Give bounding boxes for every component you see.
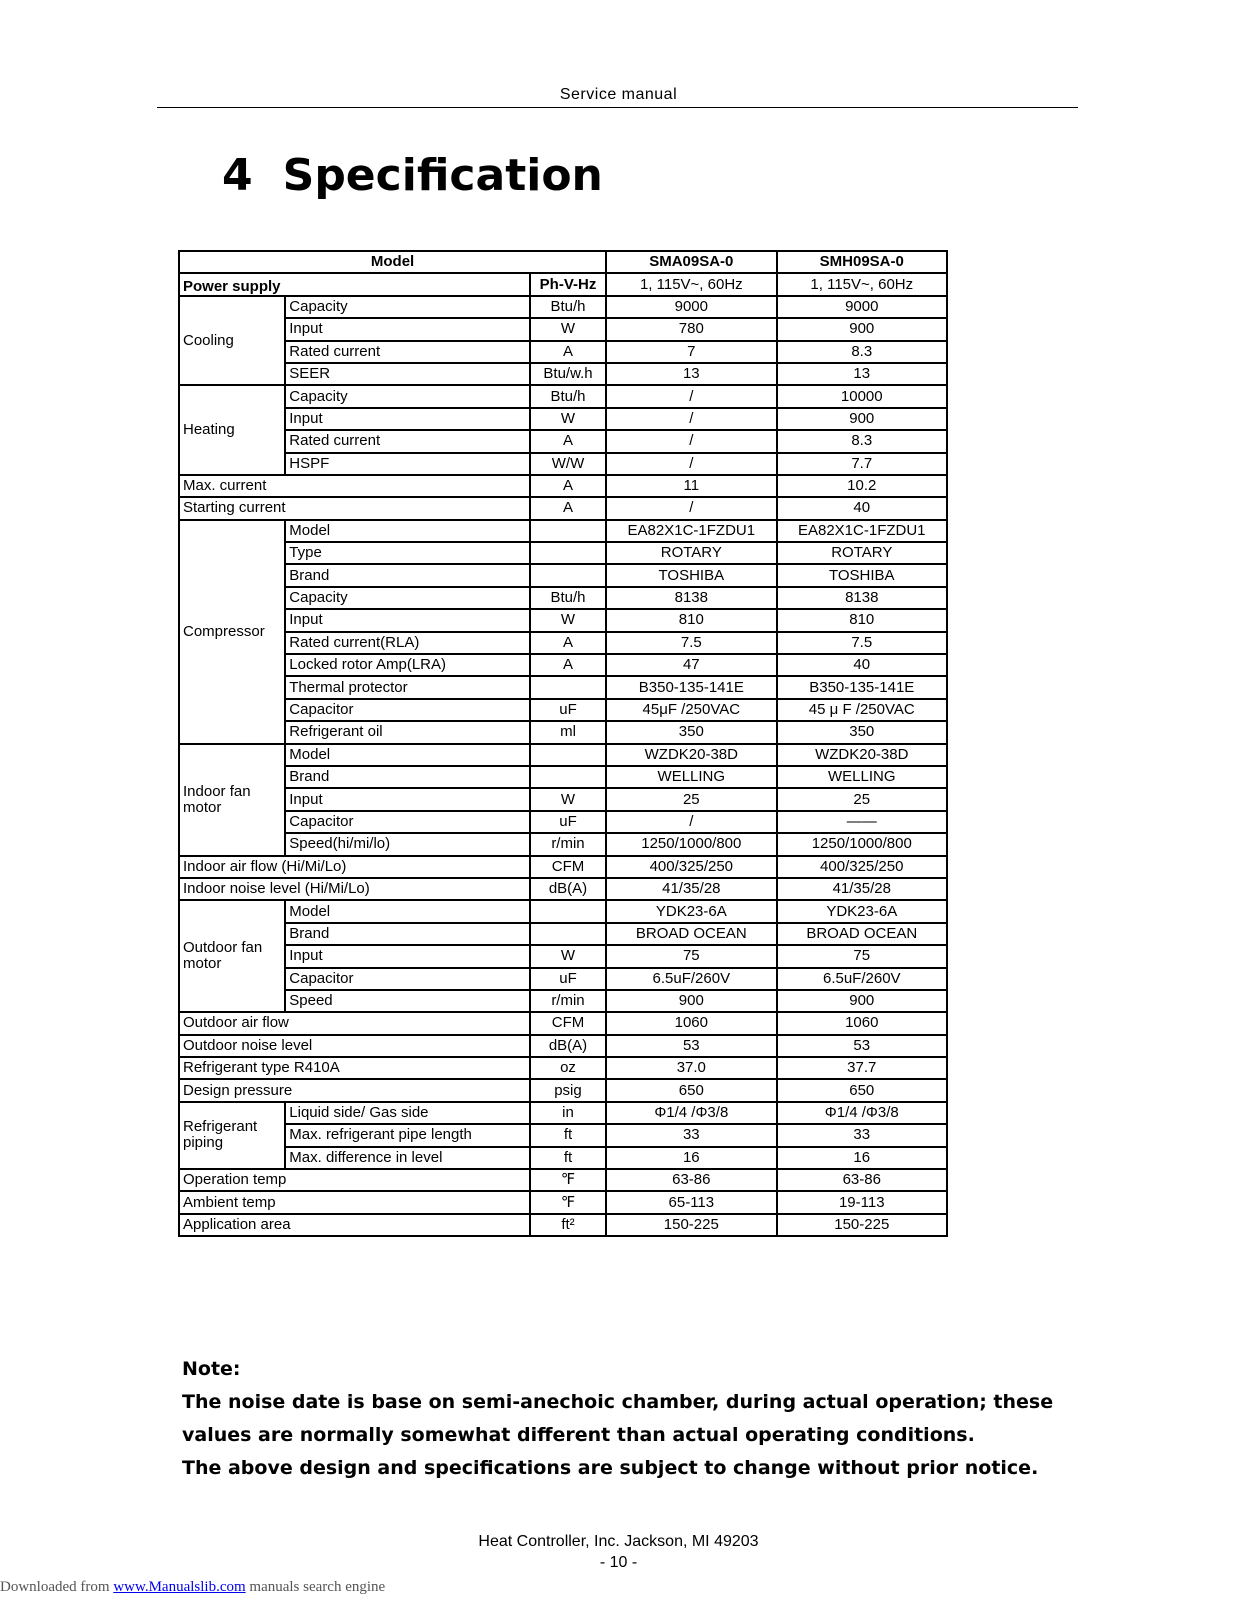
table-cell: 9000 <box>606 296 776 318</box>
table-cell: 33 <box>606 1124 776 1146</box>
table-cell: W <box>530 945 606 967</box>
table-cell: Max. difference in level <box>285 1147 530 1169</box>
table-row <box>179 1214 947 1236</box>
table-cell: YDK23-6A <box>777 900 947 922</box>
table-cell: WZDK20-38D <box>777 744 947 766</box>
table-cell: W <box>530 318 606 340</box>
table-cell: B350-135-141E <box>777 676 947 698</box>
table-cell: Compressor <box>179 520 285 744</box>
table-cell: 400/325/250 <box>606 856 776 878</box>
table-row <box>179 856 947 878</box>
table-row <box>179 587 947 609</box>
table-cell: Type <box>285 542 530 564</box>
table-row <box>179 968 947 990</box>
table-cell: Application area <box>179 1214 530 1236</box>
table-cell: 40 <box>777 497 947 519</box>
table-cell <box>530 542 606 564</box>
table-cell: Rated current <box>285 430 530 452</box>
table-row <box>179 318 947 340</box>
table-cell: A <box>530 497 606 519</box>
header-rule <box>157 107 1078 108</box>
table-row <box>179 676 947 698</box>
footer-company: Heat Controller, Inc. Jackson, MI 49203 <box>478 1533 759 1550</box>
section-title-text: Specification <box>282 150 603 201</box>
table-cell: r/min <box>530 833 606 855</box>
table-row <box>179 744 947 766</box>
table-cell: Max. current <box>179 475 530 497</box>
table-cell: Input <box>285 945 530 967</box>
table-cell: Capacitor <box>285 968 530 990</box>
table-cell: SEER <box>285 363 530 385</box>
table-row <box>179 945 947 967</box>
table-cell: 900 <box>777 408 947 430</box>
table-row <box>179 341 947 363</box>
table-cell: 650 <box>606 1079 776 1101</box>
table-cell: Liquid side/ Gas side <box>285 1102 530 1124</box>
table-row <box>179 788 947 810</box>
download-prefix: Downloaded from <box>0 1579 114 1595</box>
table-cell: Heating <box>179 385 285 475</box>
table-cell: 37.7 <box>777 1057 947 1079</box>
table-cell: 1, 115V~, 60Hz <box>777 273 947 295</box>
table-cell: 1, 115V~, 60Hz <box>606 273 776 295</box>
table-cell: 40 <box>777 654 947 676</box>
table-cell: Speed <box>285 990 530 1012</box>
table-cell: Btu/w.h <box>530 363 606 385</box>
table-cell: Operation temp <box>179 1169 530 1191</box>
table-cell: A <box>530 430 606 452</box>
table-cell: 41/35/28 <box>606 878 776 900</box>
table-cell: Outdoor air flow <box>179 1012 530 1034</box>
table-cell: Input <box>285 318 530 340</box>
page-number: - 10 - <box>599 1554 638 1571</box>
table-cell: 10000 <box>777 385 947 407</box>
table-cell: Indoor noise level (Hi/Mi/Lo) <box>179 878 530 900</box>
table-row <box>179 721 947 743</box>
manualslib-link[interactable]: www.Manualslib.com <box>113 1579 246 1595</box>
table-cell: 41/35/28 <box>777 878 947 900</box>
table-cell <box>530 520 606 542</box>
table-cell: Φ1/4 /Φ3/8 <box>777 1102 947 1124</box>
section-title <box>222 150 603 201</box>
table-cell: 45μF /250VAC <box>606 699 776 721</box>
table-row <box>179 1147 947 1169</box>
table-cell: Cooling <box>179 296 285 386</box>
table-cell: WELLING <box>606 766 776 788</box>
table-cell: Capacitor <box>285 811 530 833</box>
table-cell: 47 <box>606 654 776 676</box>
table-row <box>179 453 947 475</box>
table-cell: 810 <box>606 609 776 631</box>
table-row <box>179 811 947 833</box>
download-suffix: manuals search engine <box>245 1579 386 1595</box>
table-cell: 8.3 <box>777 341 947 363</box>
table-cell: Φ1/4 /Φ3/8 <box>606 1102 776 1124</box>
table-row <box>179 1035 947 1057</box>
table-cell: 65-113 <box>606 1191 776 1213</box>
table-cell: 75 <box>777 945 947 967</box>
table-cell: Brand <box>285 766 530 788</box>
table-cell: 37.0 <box>606 1057 776 1079</box>
table-cell: Rated current <box>285 341 530 363</box>
table-row <box>179 475 947 497</box>
table-cell: / <box>606 453 776 475</box>
table-cell: 350 <box>606 721 776 743</box>
table-cell: ft² <box>530 1214 606 1236</box>
table-cell: Speed(hi/mi/lo) <box>285 833 530 855</box>
table-cell: YDK23-6A <box>606 900 776 922</box>
table-cell: 810 <box>777 609 947 631</box>
table-cell: —— <box>777 811 947 833</box>
table-cell: / <box>606 385 776 407</box>
table-cell: 13 <box>777 363 947 385</box>
table-cell: Capacitor <box>285 699 530 721</box>
table-cell: 19-113 <box>777 1191 947 1213</box>
table-cell: Model <box>285 520 530 542</box>
table-cell: psig <box>530 1079 606 1101</box>
table-cell: Starting current <box>179 497 530 519</box>
table-cell: Ph-V-Hz <box>530 273 606 295</box>
table-cell: Design pressure <box>179 1079 530 1101</box>
table-cell: in <box>530 1102 606 1124</box>
table-cell: 8138 <box>777 587 947 609</box>
table-cell: 150-225 <box>606 1214 776 1236</box>
table-cell: 7.5 <box>777 632 947 654</box>
table-row <box>179 1124 947 1146</box>
table-cell: ROTARY <box>777 542 947 564</box>
table-cell: CFM <box>530 856 606 878</box>
table-row <box>179 900 947 922</box>
table-cell: 1250/1000/800 <box>606 833 776 855</box>
download-notice <box>0 1579 385 1596</box>
table-cell: W/W <box>530 453 606 475</box>
table-cell: dB(A) <box>530 878 606 900</box>
table-cell <box>530 766 606 788</box>
table-cell: W <box>530 609 606 631</box>
table-cell: Outdoor noise level <box>179 1035 530 1057</box>
table-cell: Model <box>179 251 606 273</box>
table-cell: 900 <box>606 990 776 1012</box>
table-cell: 7 <box>606 341 776 363</box>
table-cell: Ambient temp <box>179 1191 530 1213</box>
table-cell: Input <box>285 788 530 810</box>
table-cell <box>530 564 606 586</box>
table-cell: A <box>530 475 606 497</box>
table-row <box>179 564 947 586</box>
table-cell: 16 <box>777 1147 947 1169</box>
table-cell: ft <box>530 1124 606 1146</box>
table-cell: Refrigerant oil <box>285 721 530 743</box>
note-design: The above design and specifications are subject to change without prior notice. <box>182 1457 1039 1479</box>
page-footer <box>0 1531 1237 1573</box>
table-cell <box>530 900 606 922</box>
table-cell: Brand <box>285 923 530 945</box>
table-row <box>179 833 947 855</box>
table-row <box>179 542 947 564</box>
table-cell: BROAD OCEAN <box>777 923 947 945</box>
table-cell: 8.3 <box>777 430 947 452</box>
table-cell <box>530 676 606 698</box>
table-cell: / <box>606 497 776 519</box>
table-row <box>179 430 947 452</box>
table-cell: BROAD OCEAN <box>606 923 776 945</box>
table-cell: TOSHIBA <box>777 564 947 586</box>
table-cell: Max. refrigerant pipe length <box>285 1124 530 1146</box>
running-header: Service manual <box>559 86 678 103</box>
table-cell: 900 <box>777 318 947 340</box>
table-cell: 6.5uF/260V <box>606 968 776 990</box>
table-cell: A <box>530 341 606 363</box>
table-cell: Btu/h <box>530 385 606 407</box>
table-cell: 150-225 <box>777 1214 947 1236</box>
table-cell: 350 <box>777 721 947 743</box>
table-cell: 1060 <box>777 1012 947 1034</box>
table-cell: ml <box>530 721 606 743</box>
table-cell: WZDK20-38D <box>606 744 776 766</box>
table-cell: 45 μ F /250VAC <box>777 699 947 721</box>
table-row <box>179 1169 947 1191</box>
table-row <box>179 1079 947 1101</box>
table-cell: 900 <box>777 990 947 1012</box>
table-row <box>179 251 947 273</box>
table-row <box>179 273 947 295</box>
table-cell: 25 <box>606 788 776 810</box>
table-cell: 9000 <box>777 296 947 318</box>
table-cell: 25 <box>777 788 947 810</box>
table-row <box>179 385 947 407</box>
table-cell: 33 <box>777 1124 947 1146</box>
table-cell: dB(A) <box>530 1035 606 1057</box>
table-cell: ft <box>530 1147 606 1169</box>
table-row <box>179 296 947 318</box>
table-cell: Btu/h <box>530 587 606 609</box>
section-number: 4 <box>222 150 253 201</box>
table-cell: oz <box>530 1057 606 1079</box>
table-row <box>179 654 947 676</box>
table-cell: W <box>530 408 606 430</box>
table-cell: Locked rotor Amp(LRA) <box>285 654 530 676</box>
table-cell: Rated current(RLA) <box>285 632 530 654</box>
table-row <box>179 632 947 654</box>
table-cell: 11 <box>606 475 776 497</box>
table-cell: 780 <box>606 318 776 340</box>
table-cell: uF <box>530 968 606 990</box>
note-heading: Note: <box>182 1358 241 1380</box>
table-cell: 7.7 <box>777 453 947 475</box>
table-cell: / <box>606 430 776 452</box>
table-cell: 400/325/250 <box>777 856 947 878</box>
table-row <box>179 699 947 721</box>
table-cell: Refrigerant type R410A <box>179 1057 530 1079</box>
table-row <box>179 497 947 519</box>
table-cell: Capacity <box>285 587 530 609</box>
table-cell: uF <box>530 811 606 833</box>
table-row <box>179 1057 947 1079</box>
table-cell: EA82X1C-1FZDU1 <box>777 520 947 542</box>
table-cell: Model <box>285 744 530 766</box>
table-row <box>179 878 947 900</box>
specification-table <box>178 250 948 1237</box>
table-cell: 8138 <box>606 587 776 609</box>
table-cell: 63-86 <box>777 1169 947 1191</box>
table-cell: 53 <box>777 1035 947 1057</box>
table-cell: uF <box>530 699 606 721</box>
table-cell: 75 <box>606 945 776 967</box>
table-cell: ROTARY <box>606 542 776 564</box>
table-cell: 650 <box>777 1079 947 1101</box>
table-cell: TOSHIBA <box>606 564 776 586</box>
table-cell: 1250/1000/800 <box>777 833 947 855</box>
table-cell: ℉ <box>530 1191 606 1213</box>
table-cell: Thermal protector <box>285 676 530 698</box>
table-cell: SMA09SA-0 <box>606 251 776 273</box>
table-cell: SMH09SA-0 <box>777 251 947 273</box>
table-row <box>179 363 947 385</box>
notes <box>162 1353 1082 1485</box>
table-cell: Input <box>285 408 530 430</box>
table-row <box>179 1102 947 1124</box>
table-cell: Refrigerant piping <box>179 1102 285 1169</box>
table-cell: / <box>606 408 776 430</box>
table-cell: 16 <box>606 1147 776 1169</box>
table-row <box>179 520 947 542</box>
table-cell: 53 <box>606 1035 776 1057</box>
table-cell: B350-135-141E <box>606 676 776 698</box>
table-cell: Model <box>285 900 530 922</box>
table-cell <box>530 923 606 945</box>
table-row <box>179 408 947 430</box>
table-cell: 6.5uF/260V <box>777 968 947 990</box>
table-cell: A <box>530 632 606 654</box>
table-cell: HSPF <box>285 453 530 475</box>
table-row <box>179 1191 947 1213</box>
table-cell: Capacity <box>285 296 530 318</box>
table-row <box>179 766 947 788</box>
table-cell <box>530 744 606 766</box>
table-cell: Indoor fan motor <box>179 744 285 856</box>
table-cell: A <box>530 654 606 676</box>
table-cell: 63-86 <box>606 1169 776 1191</box>
note-noise: The noise date is base on semi-anechoic chamber, during actual operation; these values are normally somewhat different than actual operating conditions. <box>182 1391 1054 1446</box>
table-cell: 10.2 <box>777 475 947 497</box>
table-row <box>179 990 947 1012</box>
table-cell: Btu/h <box>530 296 606 318</box>
table-cell: CFM <box>530 1012 606 1034</box>
table-cell: 13 <box>606 363 776 385</box>
table-cell: Input <box>285 609 530 631</box>
table-cell: / <box>606 811 776 833</box>
table-cell: Indoor air flow (Hi/Mi/Lo) <box>179 856 530 878</box>
table-cell: EA82X1C-1FZDU1 <box>606 520 776 542</box>
table-row <box>179 609 947 631</box>
table-cell: Brand <box>285 564 530 586</box>
table-row <box>179 1012 947 1034</box>
table-cell: Outdoor fan motor <box>179 900 285 1012</box>
table-cell: 1060 <box>606 1012 776 1034</box>
table-cell: Power supply <box>179 273 530 295</box>
table-cell: 7.5 <box>606 632 776 654</box>
table-cell: ℉ <box>530 1169 606 1191</box>
table-cell: W <box>530 788 606 810</box>
table-cell: r/min <box>530 990 606 1012</box>
table-row <box>179 923 947 945</box>
table-cell: WELLING <box>777 766 947 788</box>
table-cell: Capacity <box>285 385 530 407</box>
